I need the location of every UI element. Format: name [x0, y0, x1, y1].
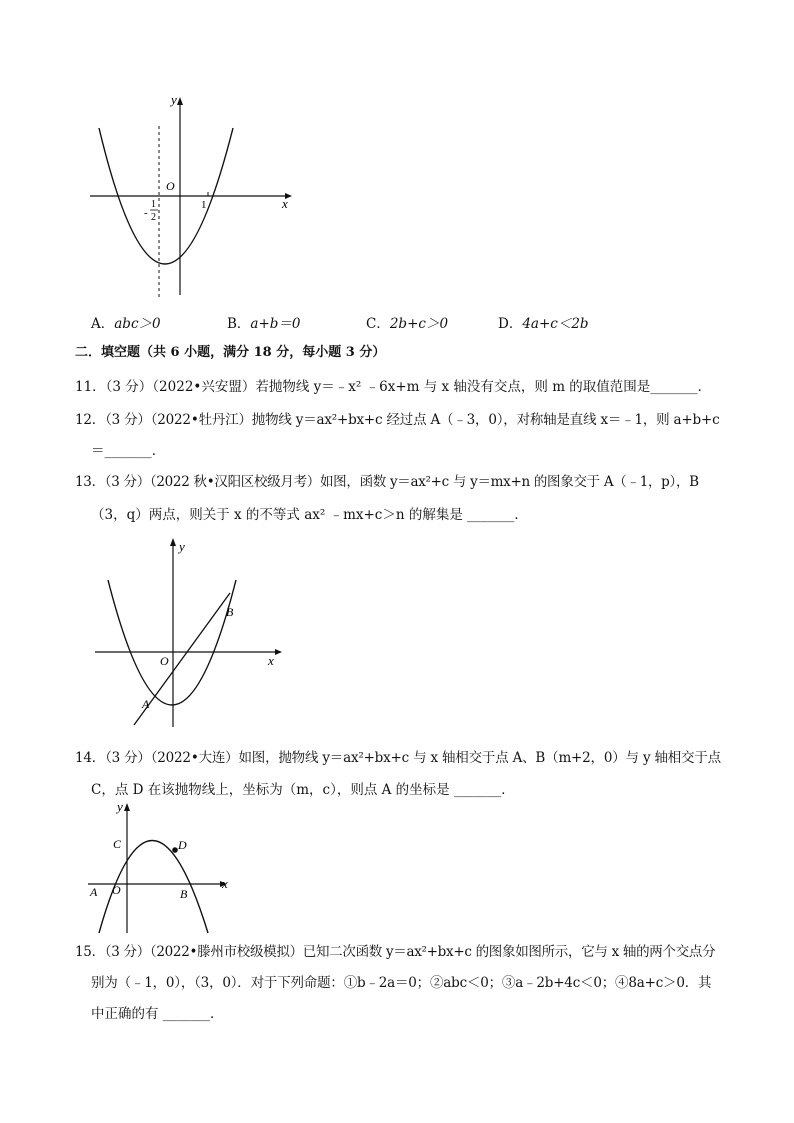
point-a-label: A: [90, 885, 98, 899]
y-axis-arrow: [170, 538, 176, 546]
question-12-line-1: 12．（3 分）（2022•牡丹江）抛物线 y＝ax²+bx+c 经过点 A（﹣3，0），对称轴是直线 x＝﹣1，则 a+b+c: [75, 412, 720, 428]
origin-label: O: [112, 883, 121, 897]
question-13-line-1: 13．（3 分）（2022 秋•汉阳区校级月考）如图，函数 y＝ax²+c 与 y＝mx+n 的图象交于 A（﹣1，p），B: [75, 474, 699, 490]
y-label: y: [171, 92, 177, 107]
tick-half-denominator: 2: [151, 212, 156, 223]
figure-parabola-1: [80, 90, 300, 310]
y-label: y: [179, 539, 185, 554]
point-b-label: B: [226, 605, 234, 619]
question-15-line-3: 中正确的有 _______．: [91, 1006, 224, 1022]
question-14-line-1: 14．（3 分）（2022•大连）如图，抛物线 y＝ax²+bx+c 与 x 轴相交于点 A、B（m+2，0）与 y 轴相交于点: [75, 750, 721, 766]
question-12-line-2: ＝_______．: [91, 443, 166, 459]
option-a: A．abc＞0: [91, 316, 161, 332]
parabola-curve: [108, 580, 236, 705]
option-b: B．a+b＝0: [227, 316, 301, 332]
point-c-label: C: [113, 837, 122, 851]
y-label: y: [117, 799, 123, 814]
x-axis-arrow: [275, 649, 282, 655]
question-11: 11．（3 分）（2022•兴安盟）若抛物线 y＝﹣x² ﹣6x+m 与 x 轴没有交点，则 m 的取值范围是_______．: [75, 379, 712, 395]
tick-half-sign: -: [144, 207, 148, 219]
point-d-label: D: [178, 838, 187, 852]
q15-blank: _______: [162, 1006, 211, 1022]
figure-downward-parabola: [85, 798, 245, 936]
q14-blank: _______: [453, 782, 502, 798]
option-c: C．2b+c＞0: [366, 316, 449, 332]
question-15-line-1: 15．（3 分）（2022•滕州市校级模拟）已知二次函数 y＝ax²+bx+c 的图象如图所示，它与 x 轴的两个交点分: [75, 944, 716, 960]
question-15-line-2: 别为（﹣1，0），（3，0）．对于下列命题：①b﹣2a＝0；②abc＜0；③a﹣2b+4c＜0；④8a+c＞0．其: [91, 975, 712, 991]
x-label: x: [282, 196, 288, 211]
x-label: x: [268, 653, 274, 668]
y-axis-arrow: [124, 803, 130, 811]
point-d-dot: [172, 847, 178, 853]
point-b-label: B: [180, 887, 188, 901]
q11-blank: _______: [650, 379, 698, 395]
figure-parabola-line: [90, 535, 290, 730]
origin-label: O: [160, 654, 169, 668]
y-axis-arrow: [177, 97, 183, 105]
question-14-line-2: C，点 D 在该抛物线上，坐标为（m，c），则点 A 的坐标是 _______．: [91, 782, 515, 798]
tick-half-numerator: 1: [151, 199, 156, 210]
origin-label: O: [166, 179, 175, 193]
point-a-label: A: [142, 697, 150, 711]
tick-one-label: 1: [201, 199, 207, 211]
question-13-line-2: （3，q）两点，则关于 x 的不等式 ax² ﹣mx+c＞n 的解集是 _______．: [91, 507, 528, 523]
q13-blank: _______: [467, 507, 515, 523]
option-d: D．4a+c＜2b: [498, 316, 589, 332]
q11-text: 11．（3 分）（2022•兴安盟）若抛物线 y＝﹣x² ﹣6x+m 与 x 轴没有交点，则 m 的取值范围是: [75, 379, 651, 395]
x-label: x: [222, 876, 228, 891]
q12-blank: _______: [104, 443, 152, 459]
section-title: 二．填空题（共 6 小题，满分 18 分，每小题 3 分）: [75, 345, 386, 360]
